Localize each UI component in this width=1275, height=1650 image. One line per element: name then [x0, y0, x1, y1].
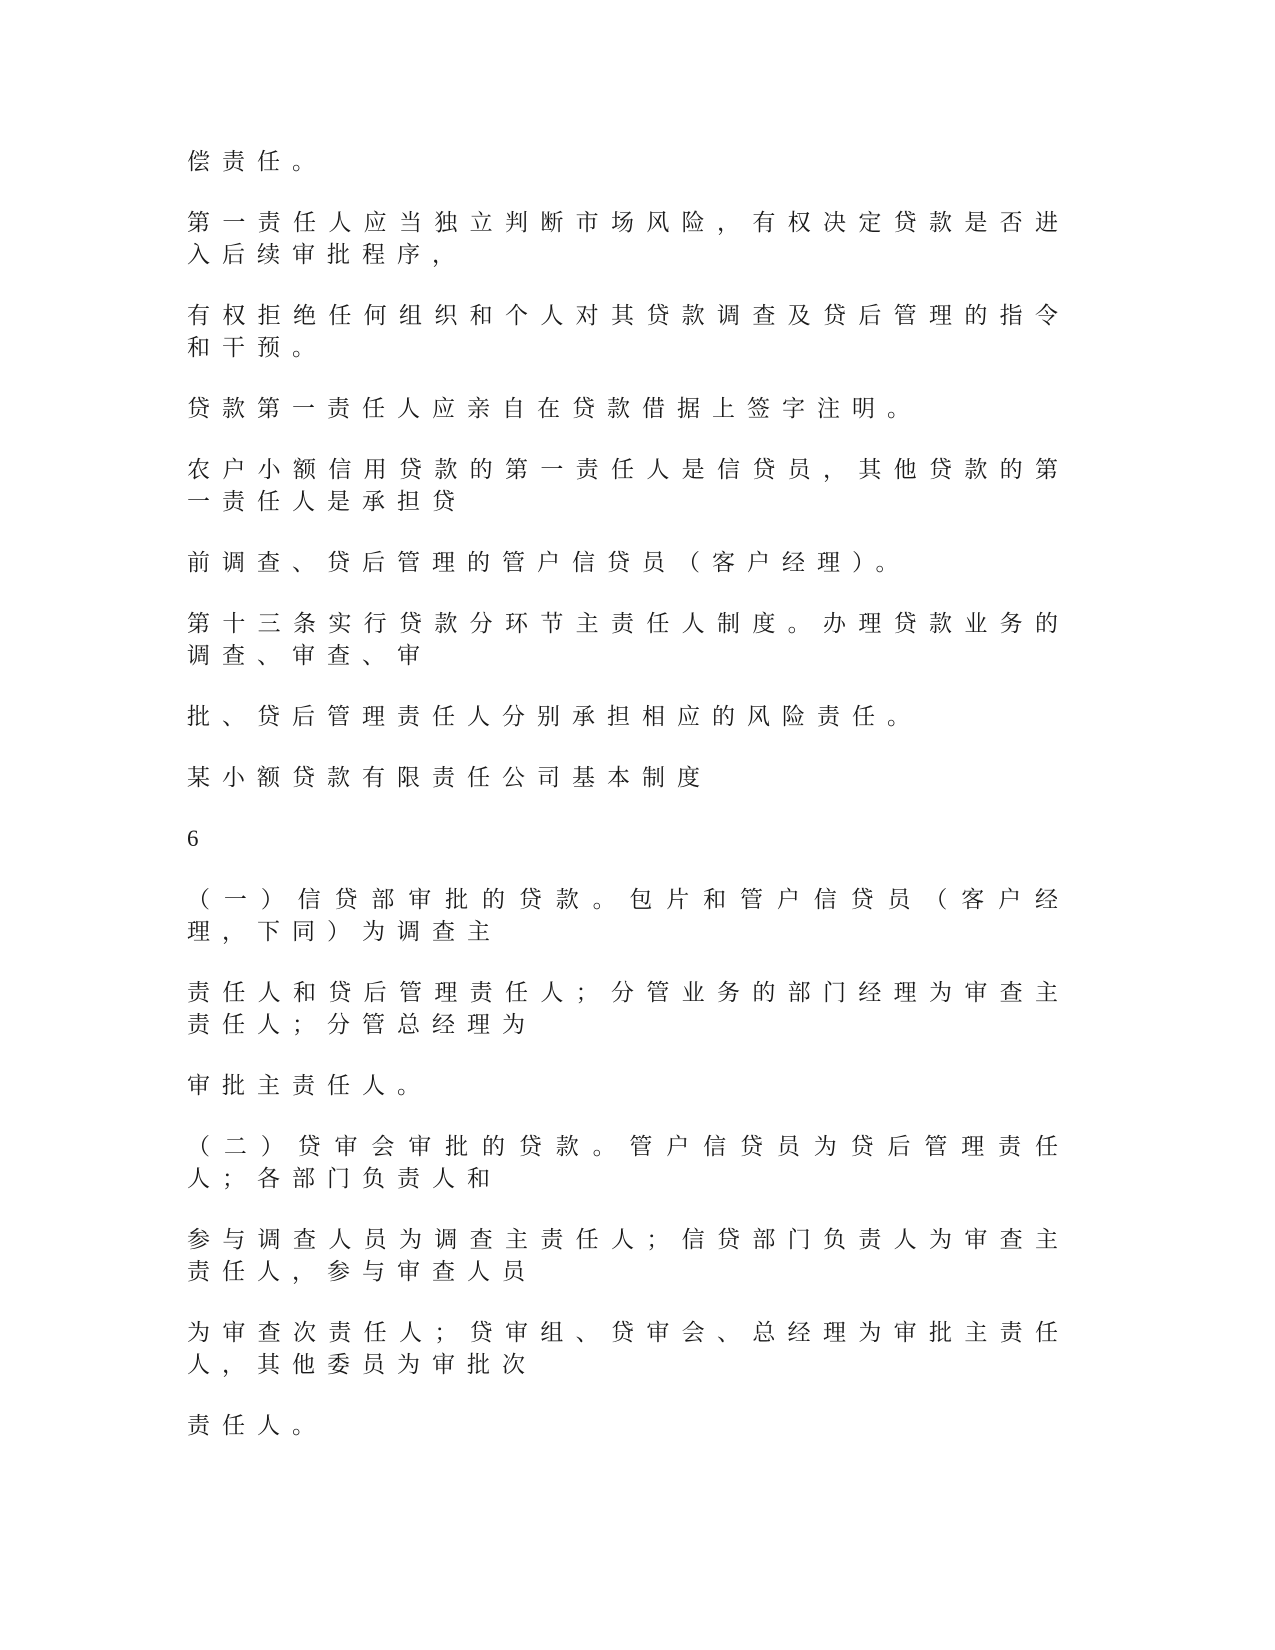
paragraph-10: 责任人和贷后管理责任人；分管业务的部门经理为审查主责任人；分管总经理为	[187, 980, 1070, 1038]
paragraph-15: 责任人。	[187, 1413, 327, 1439]
paragraph-13: 参与调查人员为调查主责任人；信贷部门负责人为审查主责任人，参与审查人员	[187, 1227, 1070, 1285]
page-number: 6	[187, 826, 199, 851]
paragraph-5: 农户小额信用贷款的第一责任人是信贷员，其他贷款的第一责任人是承担贷	[187, 457, 1070, 515]
paragraph-3: 有权拒绝任何组织和个人对其贷款调查及贷后管理的指令和干预。	[187, 303, 1070, 361]
paragraph-6: 前调查、贷后管理的管户信贷员（客户经理）。	[187, 550, 911, 576]
paragraph-1: 偿责任。	[187, 149, 327, 175]
paragraph-8: 批、贷后管理责任人分别承担相应的风险责任。	[187, 704, 922, 730]
paragraph-7: 第十三条实行贷款分环节主责任人制度。办理贷款业务的调查、审查、审	[187, 611, 1070, 669]
paragraph-11: 审批主责任人。	[187, 1073, 432, 1099]
paragraph-4: 贷款第一责任人应亲自在贷款借据上签字注明。	[187, 396, 922, 422]
paragraph-12: （二）贷审会审批的贷款。管户信贷员为贷后管理责任人；各部门负责人和	[187, 1134, 1070, 1192]
paragraph-9: （一）信贷部审批的贷款。包片和管户信贷员（客户经理，下同）为调查主	[187, 887, 1070, 945]
document-body	[187, 146, 1070, 1471]
paragraph-2: 第一责任人应当独立判断市场风险，有权决定贷款是否进入后续审批程序，	[187, 210, 1070, 268]
running-header: 某小额贷款有限责任公司基本制度	[187, 765, 712, 791]
paragraph-14: 为审查次责任人；贷审组、贷审会、总经理为审批主责任人，其他委员为审批次	[187, 1320, 1070, 1378]
